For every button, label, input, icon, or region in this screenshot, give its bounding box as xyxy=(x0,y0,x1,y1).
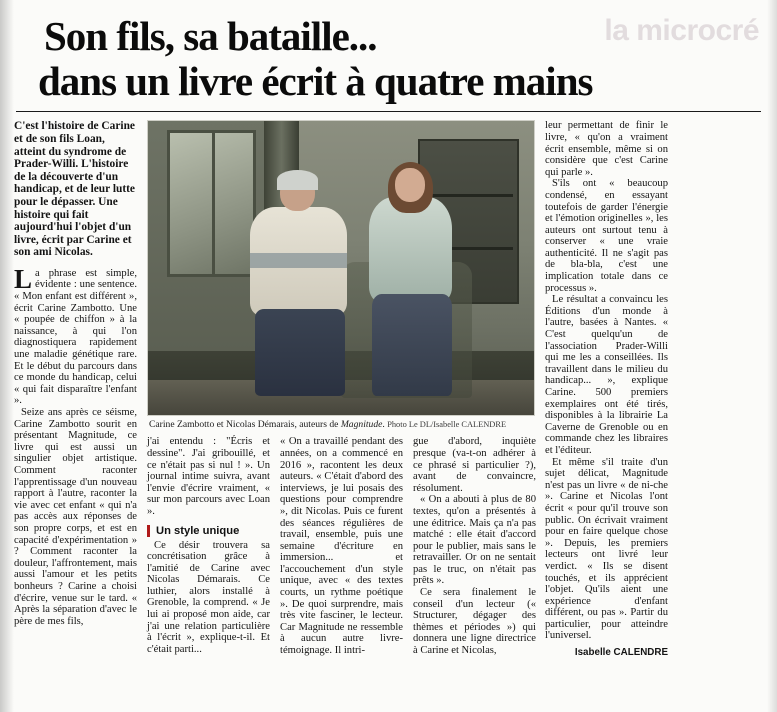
photo-man-hair xyxy=(277,170,319,190)
column-2-paragraph-2: Ce désir trouvera sa concrétisation grâce à l'amitié de Carine avec Nicolas Démarais. Ce luthier, alors installé à Grenoble, la comprend. « Je lui ai proposé mon aide, car j'ai une relation particulière à l'écrit », explique-t-il. Et c'était parti... xyxy=(147,539,270,655)
article-byline: Isabelle CALENDRE xyxy=(574,647,668,659)
photo-figure-woman xyxy=(356,168,464,391)
photo-man-legs xyxy=(255,309,345,396)
photo-figure-man xyxy=(241,174,357,392)
page-title xyxy=(38,13,763,105)
center-block xyxy=(147,120,535,680)
page-left-shadow xyxy=(0,0,14,712)
photo-caption-end: . xyxy=(382,419,385,431)
photo-caption-text: Carine Zambotto et Nicolas Démarais, auteurs de xyxy=(149,419,341,431)
column-4-paragraph-2: « On a abouti à plus de 80 textes, qu'on a présentés à une éditrice. Mais ça n'a pas matché : elle était d'accord pour le publier, mais sans le retravailler. Or on ne sentait pas le truc, on n'était pas prêts ». xyxy=(413,494,536,587)
article-columns xyxy=(14,120,763,680)
column-4-paragraph-3: Ce sera finalement le conseil d'un lecteur (« Structurer, dégager des thèmes et périodes ») qui donnera une ligne directrice à Carine et Nicolas, xyxy=(413,587,536,657)
headline-line-1: Son fils, sa bataille... xyxy=(44,13,377,59)
background-headline-bleed: la microcré xyxy=(604,14,759,47)
column-5-paragraph-1: leur permettant de finir le livre, « qu'on a vraiment écrit ensemble, même si on considère que c'est Carine qui parle ». xyxy=(545,120,668,178)
column-5-paragraph-4: Et même s'il traite d'un sujet délicat, Magnitude n'est pas un livre « de ni-che ». Carine et Nicolas l'ont écrit « pour qu'il trouve son public. On écrivait vraiment pour en faire quelque chose ». Depuis, les premiers lecteurs ont livré leur verdict. « Ils se disent touchés, et ils apprécient l'objet. Qu'ils aient une expérience d'enfant différent, ou pas ». Partir du particulier, pour atteindre l'universel. xyxy=(545,456,668,642)
column-5-paragraph-2: S'ils ont « beaucoup condensé, en essayant toutefois de garder l'énergie et l'émotion originelles », les auteurs ont surtout tenu à conserver « une vraie authenticité. Il ne s'agit pas de bla-bla, c'est une implication totale dans ce processus ». xyxy=(545,178,668,294)
drop-cap: L xyxy=(14,263,33,294)
article-column-3 xyxy=(280,436,403,680)
center-columns xyxy=(147,436,535,680)
article-column-1 xyxy=(14,120,137,680)
page-right-shadow xyxy=(767,0,777,712)
article-column-4 xyxy=(413,436,536,680)
column-2-paragraph-1: j'ai entendu : "Écris et dessine". J'ai gribouillé, et ce n'était pas si nul ! ». Un journal intime suivra, avant l'envie d'écrire vraiment, « sur mon parcours avec Loan ». xyxy=(147,436,270,517)
column-5-paragraph-3: Le résultat a convaincu les Éditions d'un monde à l'autre, basées à Nantes. « C'est quelqu'un de l'association Prader-Willi qui me les a conseillées. Ils travaillent dans le milieu du handicap... », explique Carine. 500 premiers exemplaires ont été tirés, disponibles à la librairie La Caverne de Grenoble ou en commande chez les libraires et l'éditeur. xyxy=(545,294,668,456)
standfirst: C'est l'histoire de Carine et de son fils Loan, atteint du syndrome de Prader-Willi. L'histoire de la découverte d'un handicap, et de leur lutte pour le dépasser. Une histoire qui fait aujourd'hui l'objet d'un livre, écrit par Carine et son ami Nicolas. xyxy=(14,120,135,259)
column-1-paragraph-1-text: a phrase est simple, évidente : une sentence. « Mon enfant est différent », écrit Carine Zambotto. Une « poupée de chiffon » à la naissance, à qui l'on diagnostiquera rapidement une maladie génétique rare. Et le début du parcours dans ce monde du handicap, celui « qui fait disparaître l'enfant ». xyxy=(14,267,137,407)
photo-woman-torso xyxy=(369,197,451,302)
article-column-2 xyxy=(147,436,270,680)
article-photo xyxy=(147,120,535,416)
photo-woman-legs xyxy=(372,294,452,397)
photo-wrap xyxy=(147,120,535,430)
section-subheading: Un style unique xyxy=(147,525,270,537)
photo-man-sweater-stripe xyxy=(250,253,347,268)
column-1-paragraph-1 xyxy=(14,263,137,407)
column-3-paragraph-1: « On a travaillé pendant des années, on a commencé en 2016 », racontent les deux auteurs. « C'était d'abord des interviews, je lui posais des questions pour comprendre », dit Nicolas. Puis ce furent des séances régulières de travail, ensemble, puis une semaine d'écriture en immersion... et l'accouchement d'un style unique, avec « des textes courts, un rythme poétique ». De quoi surprendre, mais très vite fasciner, le lecteur. Car Magnitude ne ressemble à aucun autre livre-témoignage. Il intri- xyxy=(280,436,403,657)
photo-caption-book-title: Magnitude xyxy=(340,419,383,431)
headline-divider xyxy=(16,111,761,112)
photo-woman-head xyxy=(395,168,424,202)
photo-credit: Photo Le DL/Isabelle CALENDRE xyxy=(387,420,507,430)
column-4-paragraph-1: gue d'abord, inquiète presque (va-t-on adhérer à ce phrasé si particulier ?), avant de convaincre, résolument. xyxy=(413,436,536,494)
headline-line-2: dans un livre écrit à quatre mains xyxy=(38,58,593,105)
article-column-5 xyxy=(545,120,668,680)
photo-caption xyxy=(147,416,535,430)
column-1-paragraph-2: Seize ans après ce séisme, Carine Zambotto sourit en présentant Magnitude, ce livre qui est aussi un singulier objet artistique. Comment raconter l'apprentissage d'un nouveau rapport à l'autre, raconter la vie avec cet enfant « qui n'a pas accès aux réponses de son propre corps, et est en capacité d'expérimentation » ? Comment raconter la douleur, l'affrontement, mais aussi l'amour et les petits bonheurs ? Carine a choisi d'écrire, venue sur le tard. « Après la séparation d'avec le père de mes fils, xyxy=(14,407,137,627)
